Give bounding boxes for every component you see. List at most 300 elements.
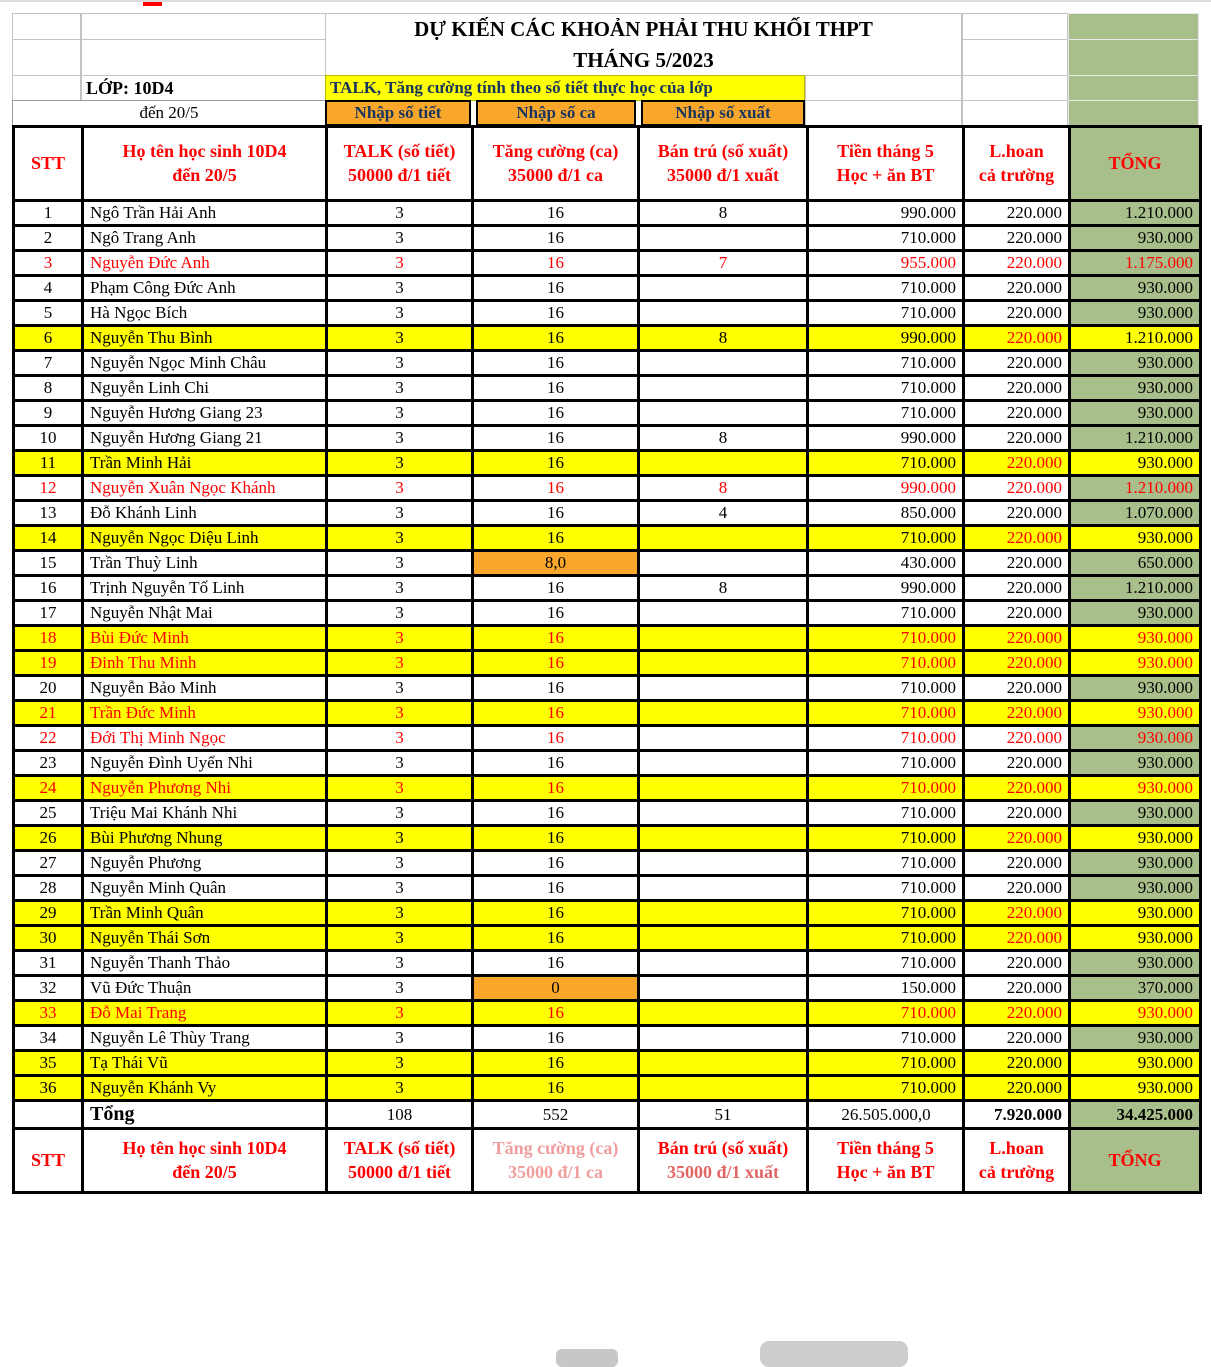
cell-tong: 930.000 [1070, 676, 1201, 701]
watermark-fragment [760, 1341, 908, 1367]
cell-month: 710.000 [808, 726, 964, 751]
cell-stt: 35 [14, 1051, 83, 1076]
student-row [14, 1051, 1201, 1076]
cell-lhoan: 220.000 [964, 326, 1070, 351]
student-row [14, 426, 1201, 451]
cell-bt: 8 [639, 426, 808, 451]
footer-tienthang: Tiền tháng 5 Học + ăn BT [808, 1129, 964, 1193]
cell-talk: 3 [327, 501, 473, 526]
cell-tong: 930.000 [1070, 1076, 1201, 1101]
cell-stt: 26 [14, 826, 83, 851]
cell-lhoan: 220.000 [964, 826, 1070, 851]
cell-tong: 930.000 [1070, 351, 1201, 376]
student-row [14, 476, 1201, 501]
student-row [14, 576, 1201, 601]
fees-table [12, 125, 1202, 1194]
cell-name: Nguyễn Khánh Vy [83, 1076, 327, 1101]
footer-name: Họ tên học sinh 10D4 đến 20/5 [83, 1129, 327, 1193]
cell-lhoan: 220.000 [964, 376, 1070, 401]
cell-lhoan: 220.000 [964, 476, 1070, 501]
student-row [14, 876, 1201, 901]
cell-stt: 29 [14, 901, 83, 926]
cell-stt: 1 [14, 201, 83, 226]
student-row [14, 801, 1201, 826]
cell-talk: 3 [327, 926, 473, 951]
student-row [14, 851, 1201, 876]
cell-talk: 3 [327, 301, 473, 326]
cell-lhoan: 220.000 [964, 926, 1070, 951]
cell-month: 710.000 [808, 226, 964, 251]
cell-tc: 16 [473, 426, 639, 451]
cell-name: Ngô Trần Hải Anh [83, 201, 327, 226]
cell-stt: 4 [14, 276, 83, 301]
student-row [14, 951, 1201, 976]
cell-tc: 16 [473, 476, 639, 501]
cell-talk: 3 [327, 901, 473, 926]
header-bantru: Bán trú (số xuất) 35000 đ/1 xuất [639, 127, 808, 201]
cell-lhoan: 220.000 [964, 426, 1070, 451]
cell-lhoan: 220.000 [964, 626, 1070, 651]
cell-talk: 3 [327, 551, 473, 576]
cell-name: Ngô Trang Anh [83, 226, 327, 251]
cell-month: 710.000 [808, 1001, 964, 1026]
cell-month: 710.000 [808, 801, 964, 826]
cell-tc: 16 [473, 1051, 639, 1076]
cell-tong: 930.000 [1070, 701, 1201, 726]
cell-stt: 14 [14, 526, 83, 551]
cell-stt: 11 [14, 451, 83, 476]
cell-tc: 16 [473, 501, 639, 526]
student-row [14, 1076, 1201, 1101]
cell-tong: 1.070.000 [1070, 501, 1201, 526]
cell-lhoan: 220.000 [964, 1026, 1070, 1051]
cell-month: 990.000 [808, 326, 964, 351]
cell-tc: 16 [473, 1026, 639, 1051]
student-row [14, 226, 1201, 251]
cell-name: Nguyễn Thái Sơn [83, 926, 327, 951]
cell-bt [639, 1001, 808, 1026]
student-row [14, 451, 1201, 476]
cell-tong: 1.175.000 [1070, 251, 1201, 276]
cell-bt [639, 801, 808, 826]
cell-tc: 0 [473, 976, 639, 1001]
student-row [14, 651, 1201, 676]
cell-talk: 3 [327, 726, 473, 751]
cell-month: 710.000 [808, 626, 964, 651]
cell-month: 710.000 [808, 1026, 964, 1051]
student-row [14, 501, 1201, 526]
table-footer-row [14, 1129, 1201, 1193]
cell-bt [639, 701, 808, 726]
cell-tong: 930.000 [1070, 1051, 1201, 1076]
cell-month: 710.000 [808, 351, 964, 376]
cell-tc: 16 [473, 851, 639, 876]
cell-month: 710.000 [808, 526, 964, 551]
talk-note: TALK, Tăng cường tính theo số tiết thực học của lớp [325, 75, 805, 101]
cell-tc: 16 [473, 651, 639, 676]
cell-month: 710.000 [808, 651, 964, 676]
student-row [14, 526, 1201, 551]
total-stt-empty [14, 1101, 83, 1129]
cell-talk: 3 [327, 976, 473, 1001]
cell-month: 710.000 [808, 676, 964, 701]
student-row [14, 776, 1201, 801]
cell-tong: 930.000 [1070, 851, 1201, 876]
cell-tc: 16 [473, 826, 639, 851]
cell-lhoan: 220.000 [964, 676, 1070, 701]
cell-bt [639, 776, 808, 801]
cell-name: Nguyễn Ngọc Diệu Linh [83, 526, 327, 551]
cell-lhoan: 220.000 [964, 951, 1070, 976]
top-gray-strip [0, 0, 1211, 2]
cell-lhoan: 220.000 [964, 751, 1070, 776]
header-name: Họ tên học sinh 10D4 đến 20/5 [83, 127, 327, 201]
cell-tc: 16 [473, 776, 639, 801]
empty-cell [81, 39, 326, 76]
cell-tc: 16 [473, 726, 639, 751]
cell-talk: 3 [327, 1051, 473, 1076]
student-row [14, 401, 1201, 426]
cell-tc: 16 [473, 576, 639, 601]
cell-talk: 3 [327, 426, 473, 451]
cell-bt [639, 1076, 808, 1101]
cell-name: Hà Ngọc Bích [83, 301, 327, 326]
cell-tc: 16 [473, 926, 639, 951]
cell-stt: 10 [14, 426, 83, 451]
cell-stt: 25 [14, 801, 83, 826]
cell-lhoan: 220.000 [964, 351, 1070, 376]
cell-tong: 930.000 [1070, 1001, 1201, 1026]
cell-tong: 930.000 [1070, 626, 1201, 651]
cell-talk: 3 [327, 326, 473, 351]
cell-stt: 24 [14, 776, 83, 801]
footer-bantru: Bán trú (số xuất) 35000 đ/1 xuất [639, 1129, 808, 1193]
cell-talk: 3 [327, 1001, 473, 1026]
cell-talk: 3 [327, 351, 473, 376]
cell-lhoan: 220.000 [964, 851, 1070, 876]
cell-name: Nguyễn Hương Giang 21 [83, 426, 327, 451]
cell-bt [639, 651, 808, 676]
green-cell [1068, 100, 1199, 126]
cell-name: Nguyễn Minh Quân [83, 876, 327, 901]
empty-cell [805, 75, 962, 101]
cell-bt [639, 226, 808, 251]
empty-cell [805, 100, 962, 126]
cell-month: 710.000 [808, 826, 964, 851]
cell-bt [639, 826, 808, 851]
cell-bt: 8 [639, 201, 808, 226]
cell-month: 990.000 [808, 426, 964, 451]
cell-month: 850.000 [808, 501, 964, 526]
student-row [14, 726, 1201, 751]
input-label-xuat: Nhập số xuất [641, 100, 805, 126]
footer-talk: TALK (số tiết) 50000 đ/1 tiết [327, 1129, 473, 1193]
student-row [14, 201, 1201, 226]
cell-stt: 20 [14, 676, 83, 701]
cell-lhoan: 220.000 [964, 251, 1070, 276]
cell-bt [639, 376, 808, 401]
cell-stt: 3 [14, 251, 83, 276]
cell-name: Nguyễn Thanh Thảo [83, 951, 327, 976]
cell-tc: 16 [473, 801, 639, 826]
cell-bt [639, 926, 808, 951]
header-tangcuong: Tăng cường (ca) 35000 đ/1 ca [473, 127, 639, 201]
cell-lhoan: 220.000 [964, 1051, 1070, 1076]
cell-tc: 16 [473, 276, 639, 301]
cell-bt: 8 [639, 576, 808, 601]
input-label-tiet: Nhập số tiết [325, 100, 471, 126]
student-row [14, 976, 1201, 1001]
title-line1: DỰ KIẾN CÁC KHOẢN PHẢI THU KHỐI THPT [414, 17, 873, 42]
cell-tong: 1.210.000 [1070, 201, 1201, 226]
cell-stt: 9 [14, 401, 83, 426]
class-label: LỚP: 10D4 [81, 75, 326, 101]
cell-stt: 7 [14, 351, 83, 376]
cell-name: Bùi Đức Minh [83, 626, 327, 651]
cell-tc: 16 [473, 1076, 639, 1101]
cell-name: Nguyễn Hương Giang 23 [83, 401, 327, 426]
cell-name: Nguyễn Lê Thùy Trang [83, 1026, 327, 1051]
student-rows [14, 201, 1201, 1101]
cell-tc: 16 [473, 951, 639, 976]
cell-bt [639, 551, 808, 576]
cell-talk: 3 [327, 851, 473, 876]
cell-name: Nguyễn Bảo Minh [83, 676, 327, 701]
cell-lhoan: 220.000 [964, 276, 1070, 301]
cell-bt [639, 451, 808, 476]
cell-lhoan: 220.000 [964, 876, 1070, 901]
cell-stt: 30 [14, 926, 83, 951]
cell-bt [639, 626, 808, 651]
cell-tong: 930.000 [1070, 876, 1201, 901]
green-cell [1068, 39, 1199, 76]
cell-stt: 12 [14, 476, 83, 501]
student-row [14, 751, 1201, 776]
cell-talk: 3 [327, 776, 473, 801]
cell-stt: 31 [14, 951, 83, 976]
cell-lhoan: 220.000 [964, 501, 1070, 526]
cell-stt: 19 [14, 651, 83, 676]
total-tienthang: 26.505.000,0 [808, 1101, 964, 1129]
cell-talk: 3 [327, 701, 473, 726]
cell-bt: 8 [639, 326, 808, 351]
footer-tangcuong: Tăng cường (ca) 35000 đ/1 ca [473, 1129, 639, 1193]
cell-name: Nguyễn Ngọc Minh Châu [83, 351, 327, 376]
cell-tc: 16 [473, 226, 639, 251]
cell-name: Đinh Thu Minh [83, 651, 327, 676]
cell-talk: 3 [327, 201, 473, 226]
cell-tong: 930.000 [1070, 226, 1201, 251]
totals-row [14, 1101, 1201, 1129]
cell-bt: 8 [639, 476, 808, 501]
empty-cell [962, 100, 1068, 126]
empty-cell [81, 13, 326, 40]
cell-bt [639, 676, 808, 701]
cell-name: Trần Thuỳ Linh [83, 551, 327, 576]
cell-stt: 17 [14, 601, 83, 626]
cell-stt: 23 [14, 751, 83, 776]
cell-bt [639, 351, 808, 376]
cell-talk: 3 [327, 651, 473, 676]
cell-tong: 930.000 [1070, 401, 1201, 426]
cell-tc: 16 [473, 376, 639, 401]
student-row [14, 676, 1201, 701]
input-label-ca: Nhập số ca [476, 100, 636, 126]
cell-bt: 4 [639, 501, 808, 526]
watermark-fragment [556, 1349, 618, 1367]
cell-tc: 16 [473, 676, 639, 701]
cell-name: Triệu Mai Khánh Nhi [83, 801, 327, 826]
student-row [14, 301, 1201, 326]
empty-cell [12, 13, 81, 40]
cell-lhoan: 220.000 [964, 976, 1070, 1001]
cell-tong: 930.000 [1070, 526, 1201, 551]
student-row [14, 626, 1201, 651]
header-talk: TALK (số tiết) 50000 đ/1 tiết [327, 127, 473, 201]
header-tong: TỔNG [1070, 127, 1201, 201]
cell-name: Phạm Công Đức Anh [83, 276, 327, 301]
student-row [14, 551, 1201, 576]
cell-name: Vũ Đức Thuận [83, 976, 327, 1001]
green-cell [1068, 13, 1199, 40]
student-row [14, 901, 1201, 926]
cell-tong: 930.000 [1070, 901, 1201, 926]
empty-cell [12, 39, 81, 76]
cell-tc: 16 [473, 451, 639, 476]
cell-lhoan: 220.000 [964, 801, 1070, 826]
cell-name: Trần Minh Quân [83, 901, 327, 926]
cell-talk: 3 [327, 376, 473, 401]
cell-lhoan: 220.000 [964, 201, 1070, 226]
cell-tong: 930.000 [1070, 826, 1201, 851]
cell-tc: 16 [473, 301, 639, 326]
cell-month: 710.000 [808, 851, 964, 876]
cell-bt [639, 951, 808, 976]
cell-bt [639, 751, 808, 776]
cell-tong: 1.210.000 [1070, 576, 1201, 601]
student-row [14, 326, 1201, 351]
cell-lhoan: 220.000 [964, 901, 1070, 926]
cell-talk: 3 [327, 876, 473, 901]
cell-lhoan: 220.000 [964, 451, 1070, 476]
cell-tong: 930.000 [1070, 1026, 1201, 1051]
cell-lhoan: 220.000 [964, 1001, 1070, 1026]
cell-talk: 3 [327, 526, 473, 551]
cell-tc: 16 [473, 351, 639, 376]
total-label: Tổng [83, 1101, 327, 1129]
cell-name: Trịnh Nguyễn Tố Linh [83, 576, 327, 601]
cell-name: Tạ Thái Vũ [83, 1051, 327, 1076]
footer-stt: STT [14, 1129, 83, 1193]
cell-name: Nguyễn Thu Bình [83, 326, 327, 351]
cell-month: 710.000 [808, 951, 964, 976]
student-row [14, 701, 1201, 726]
cell-talk: 3 [327, 751, 473, 776]
cell-name: Nguyễn Đức Anh [83, 251, 327, 276]
cell-tc: 16 [473, 601, 639, 626]
cell-tong: 930.000 [1070, 376, 1201, 401]
cell-bt [639, 401, 808, 426]
student-row [14, 276, 1201, 301]
cell-tc: 16 [473, 326, 639, 351]
cell-bt [639, 276, 808, 301]
cell-tong: 930.000 [1070, 926, 1201, 951]
cell-stt: 28 [14, 876, 83, 901]
cell-talk: 3 [327, 451, 473, 476]
cell-talk: 3 [327, 251, 473, 276]
cell-talk: 3 [327, 476, 473, 501]
cell-month: 710.000 [808, 376, 964, 401]
cell-stt: 34 [14, 1026, 83, 1051]
cell-tc: 16 [473, 626, 639, 651]
total-bantru: 51 [639, 1101, 808, 1129]
cell-month: 710.000 [808, 926, 964, 951]
cell-lhoan: 220.000 [964, 601, 1070, 626]
cell-tong: 1.210.000 [1070, 476, 1201, 501]
date-label: đến 20/5 [12, 100, 326, 126]
cell-month: 990.000 [808, 476, 964, 501]
cell-talk: 3 [327, 226, 473, 251]
header-stt: STT [14, 127, 83, 201]
cell-lhoan: 220.000 [964, 576, 1070, 601]
total-tong: 34.425.000 [1070, 1101, 1201, 1129]
cell-stt: 36 [14, 1076, 83, 1101]
title-line2: THÁNG 5/2023 [573, 47, 714, 72]
cell-stt: 6 [14, 326, 83, 351]
cell-lhoan: 220.000 [964, 301, 1070, 326]
cell-month: 710.000 [808, 276, 964, 301]
cell-lhoan: 220.000 [964, 401, 1070, 426]
cell-lhoan: 220.000 [964, 551, 1070, 576]
cell-stt: 18 [14, 626, 83, 651]
cell-month: 955.000 [808, 251, 964, 276]
cell-tong: 930.000 [1070, 651, 1201, 676]
cell-month: 150.000 [808, 976, 964, 1001]
cell-tong: 930.000 [1070, 451, 1201, 476]
cell-month: 430.000 [808, 551, 964, 576]
cell-talk: 3 [327, 801, 473, 826]
cell-talk: 3 [327, 626, 473, 651]
footer-tong: TỔNG [1070, 1129, 1201, 1193]
cell-tc: 8,0 [473, 551, 639, 576]
student-row [14, 826, 1201, 851]
empty-cell [962, 75, 1068, 101]
student-row [14, 376, 1201, 401]
cell-name: Nguyễn Linh Chi [83, 376, 327, 401]
cell-tc: 16 [473, 201, 639, 226]
footer-lhoan: L.hoan cả trường [964, 1129, 1070, 1193]
cell-tong: 930.000 [1070, 751, 1201, 776]
cell-month: 710.000 [808, 901, 964, 926]
cell-name: Bùi Phương Nhung [83, 826, 327, 851]
empty-cell [12, 75, 81, 101]
cell-talk: 3 [327, 826, 473, 851]
cell-lhoan: 220.000 [964, 776, 1070, 801]
cell-talk: 3 [327, 401, 473, 426]
cell-tc: 16 [473, 401, 639, 426]
cell-lhoan: 220.000 [964, 1076, 1070, 1101]
cell-name: Đới Thị Minh Ngọc [83, 726, 327, 751]
cell-talk: 3 [327, 1026, 473, 1051]
cell-lhoan: 220.000 [964, 526, 1070, 551]
empty-cell [962, 13, 1068, 40]
cell-tong: 930.000 [1070, 601, 1201, 626]
total-lhoan: 7.920.000 [964, 1101, 1070, 1129]
total-talk: 108 [327, 1101, 473, 1129]
empty-cell [962, 39, 1068, 76]
cell-talk: 3 [327, 276, 473, 301]
cell-name: Nguyễn Phương Nhi [83, 776, 327, 801]
